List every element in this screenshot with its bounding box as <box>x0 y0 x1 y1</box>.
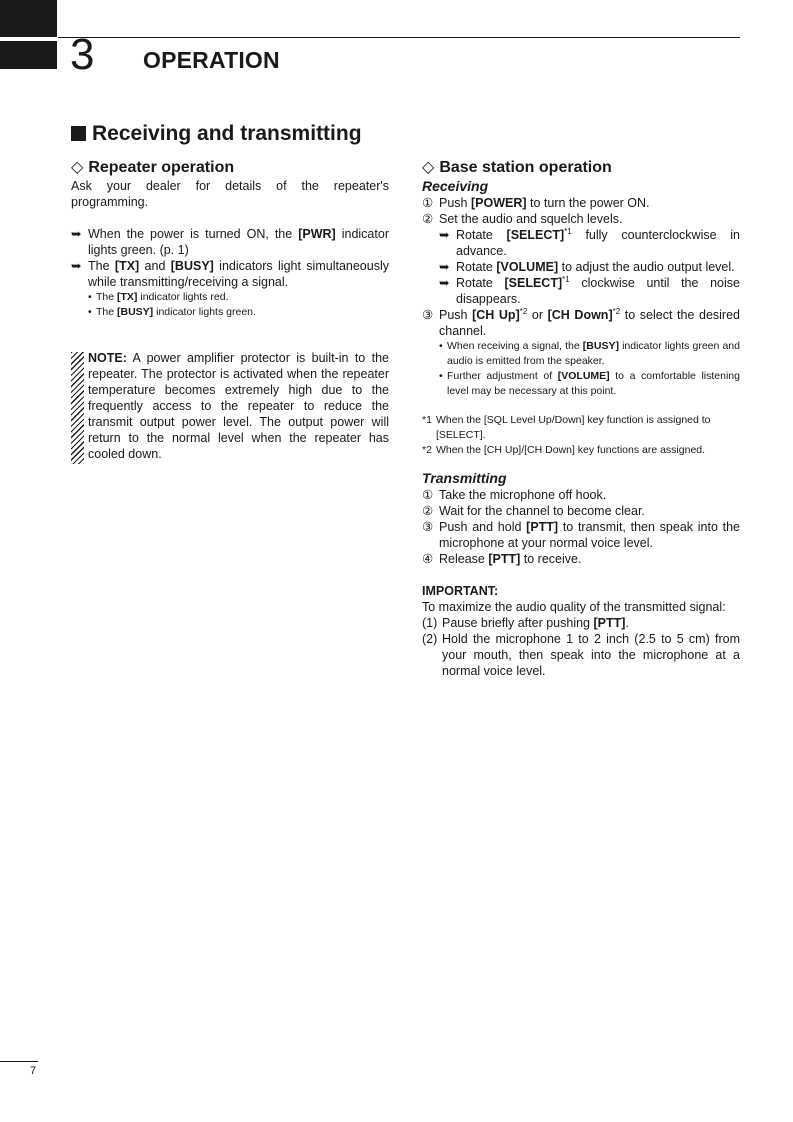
section-title-text: Receiving and transmitting <box>92 122 362 145</box>
arrow-icon: ➥ <box>439 260 450 274</box>
chapter-number: 3 <box>70 30 95 79</box>
receiving-step-1 <box>422 195 740 211</box>
text: Rotate <box>456 276 505 290</box>
text: clockwise until the noise disappears. <box>456 276 740 306</box>
chapter-title: OPERATION <box>143 47 280 73</box>
footnote-ref: *2 <box>612 306 621 316</box>
pwr-indicator-item <box>71 226 389 258</box>
important-item-2 <box>422 631 740 679</box>
step-number: ① <box>422 196 434 210</box>
footnote-ref: *1 <box>562 274 570 284</box>
text: Further adjustment of <box>447 370 558 382</box>
step-number: ③ <box>422 520 434 534</box>
chapter-tab-notch <box>0 37 57 41</box>
text: Set the audio and squelch levels. <box>439 212 623 226</box>
arrow-icon: ➥ <box>71 259 82 273</box>
text: Rotate <box>456 260 497 274</box>
receiving-bullet-1 <box>422 339 740 369</box>
step-number: ③ <box>422 308 434 322</box>
text: The <box>96 306 118 318</box>
key-label: [BUSY] <box>117 306 154 318</box>
transmitting-step-1 <box>422 487 740 503</box>
note-body: A power amplifier protector is built-in to the repeater. The protector is activated when the repeater temperature becomes extremely high due to the frequently access to the repeater to reduce the transmit output power level. The output power will return to the normal level when the repeater has cooled down. <box>88 351 389 461</box>
key-label: [VOLUME] <box>557 370 610 382</box>
text: When receiving a signal, the <box>447 340 583 352</box>
text: Push <box>439 196 471 210</box>
key-label: [BUSY] <box>170 259 214 273</box>
text: Wait for the channel to become clear. <box>439 504 645 518</box>
repeater-intro: Ask your dealer for details of the repeater's programming. <box>71 179 389 209</box>
text: Push <box>439 308 473 322</box>
step-number: ② <box>422 212 434 226</box>
key-label: [TX] <box>117 291 138 303</box>
transmitting-title: Transmitting <box>422 470 507 486</box>
text: When the power is turned ON, the <box>88 227 299 241</box>
receiving-bullet-2 <box>422 369 740 399</box>
diamond-icon: ◇ <box>71 159 84 176</box>
item-number: (1) <box>422 616 438 630</box>
arrow-icon: ➥ <box>439 276 450 290</box>
left-column <box>71 158 389 462</box>
text: to select the desired channel. <box>439 308 741 338</box>
text: fully counterclockwise in advance. <box>456 228 740 258</box>
busy-bullet <box>88 305 389 320</box>
receiving-step-3 <box>422 307 740 339</box>
text: Rotate <box>456 228 507 242</box>
text: Release <box>439 552 489 566</box>
arrow-icon: ➥ <box>71 227 82 241</box>
text: indicator lights green and audio is emitted from the speaker. <box>447 340 740 367</box>
key-label: [PTT] <box>526 520 559 534</box>
important-label-text: IMPORTANT: <box>422 584 499 598</box>
receiving-step-2 <box>422 211 740 227</box>
text: or <box>527 308 548 322</box>
footnote-text: When the [SQL Level Up/Down] key function is assigned to [SELECT]. <box>436 414 711 441</box>
chapter-tab-block <box>0 0 57 69</box>
text: to turn the power ON. <box>526 196 650 210</box>
page-number: 7 <box>30 1065 37 1077</box>
receiving-substep-3 <box>422 275 740 307</box>
key-label: [PTT] <box>488 552 521 566</box>
receiving-title: Receiving <box>422 178 489 194</box>
footer-rule <box>0 1061 38 1062</box>
key-label: [POWER] <box>470 196 527 210</box>
bullet-icon: • <box>88 306 92 318</box>
base-station-heading <box>422 158 740 178</box>
text: to receive. <box>520 552 582 566</box>
key-label: [VOLUME] <box>496 260 559 274</box>
tx-bullet <box>88 290 389 305</box>
footnote-text: When the [CH Up]/[CH Down] key functions are assigned. <box>436 444 706 456</box>
text: to a comfortable listening level may be necessary at this point. <box>447 370 740 397</box>
key-label: [CH Up] <box>472 308 520 322</box>
repeater-heading <box>71 158 389 178</box>
step-number: ① <box>422 488 434 502</box>
receiving-substep-1 <box>422 227 740 259</box>
step-number: ② <box>422 504 434 518</box>
transmitting-step-2 <box>422 503 740 519</box>
black-square-icon <box>71 126 86 141</box>
footnote-1 <box>422 413 740 443</box>
hatch-bar-icon <box>71 352 84 464</box>
footnote-ref: *2 <box>519 306 528 316</box>
repeater-heading-text: Repeater operation <box>88 159 235 176</box>
text: The <box>88 259 115 273</box>
key-label: [TX] <box>114 259 140 273</box>
text: The <box>96 291 118 303</box>
key-label: [CH Down] <box>547 308 613 322</box>
key-label: [BUSY] <box>582 340 619 352</box>
key-label: [PWR] <box>298 227 336 241</box>
transmitting-step-4 <box>422 551 740 567</box>
footnote-ref: *1 <box>564 226 572 236</box>
key-label: [PTT] <box>593 616 626 630</box>
bullet-icon: • <box>439 340 443 352</box>
right-column <box>422 158 740 679</box>
note-text <box>88 350 389 462</box>
text: to transmit, then speak into the microphone at your normal voice level. <box>439 520 740 550</box>
header-rule <box>58 37 740 38</box>
important-item-1 <box>422 615 740 631</box>
text: Push and hold <box>439 520 527 534</box>
receiving-substep-2 <box>422 259 740 275</box>
bullet-icon: • <box>88 291 92 303</box>
tx-busy-indicator-item <box>71 258 389 290</box>
text: indicator lights green. <box>153 306 256 318</box>
item-number: (2) <box>422 632 438 646</box>
important-intro: To maximize the audio quality of the transmitted signal: <box>422 600 726 614</box>
text: . <box>625 616 629 630</box>
text: indicator lights red. <box>137 291 229 303</box>
text: Pause briefly after pushing <box>442 616 594 630</box>
key-label: [SELECT] <box>504 276 563 290</box>
note-box <box>71 350 389 462</box>
text: indicators light simultaneously while transmitting/receiving a signal. <box>88 259 389 289</box>
transmitting-step-3 <box>422 519 740 551</box>
arrow-icon: ➥ <box>439 228 450 242</box>
base-station-heading-text: Base station operation <box>439 159 612 176</box>
text: to adjust the audio output level. <box>558 260 735 274</box>
text: and <box>139 259 171 273</box>
footnote-2 <box>422 443 740 458</box>
note-label: NOTE: <box>88 351 127 365</box>
text: Take the microphone off hook. <box>439 488 607 502</box>
section-title <box>71 122 362 146</box>
text: indicator lights green. (p. 1) <box>88 227 389 257</box>
step-number: ④ <box>422 552 434 566</box>
text: Hold the microphone 1 to 2 inch (2.5 to 5 cm) from your mouth, then speak into the microphone at a normal voice level. <box>442 632 740 678</box>
bullet-icon: • <box>439 370 443 382</box>
footnote-mark: *2 <box>422 444 432 456</box>
diamond-icon: ◇ <box>422 159 435 176</box>
key-label: [SELECT] <box>506 228 565 242</box>
important-label <box>422 583 740 599</box>
footnote-mark: *1 <box>422 414 432 426</box>
